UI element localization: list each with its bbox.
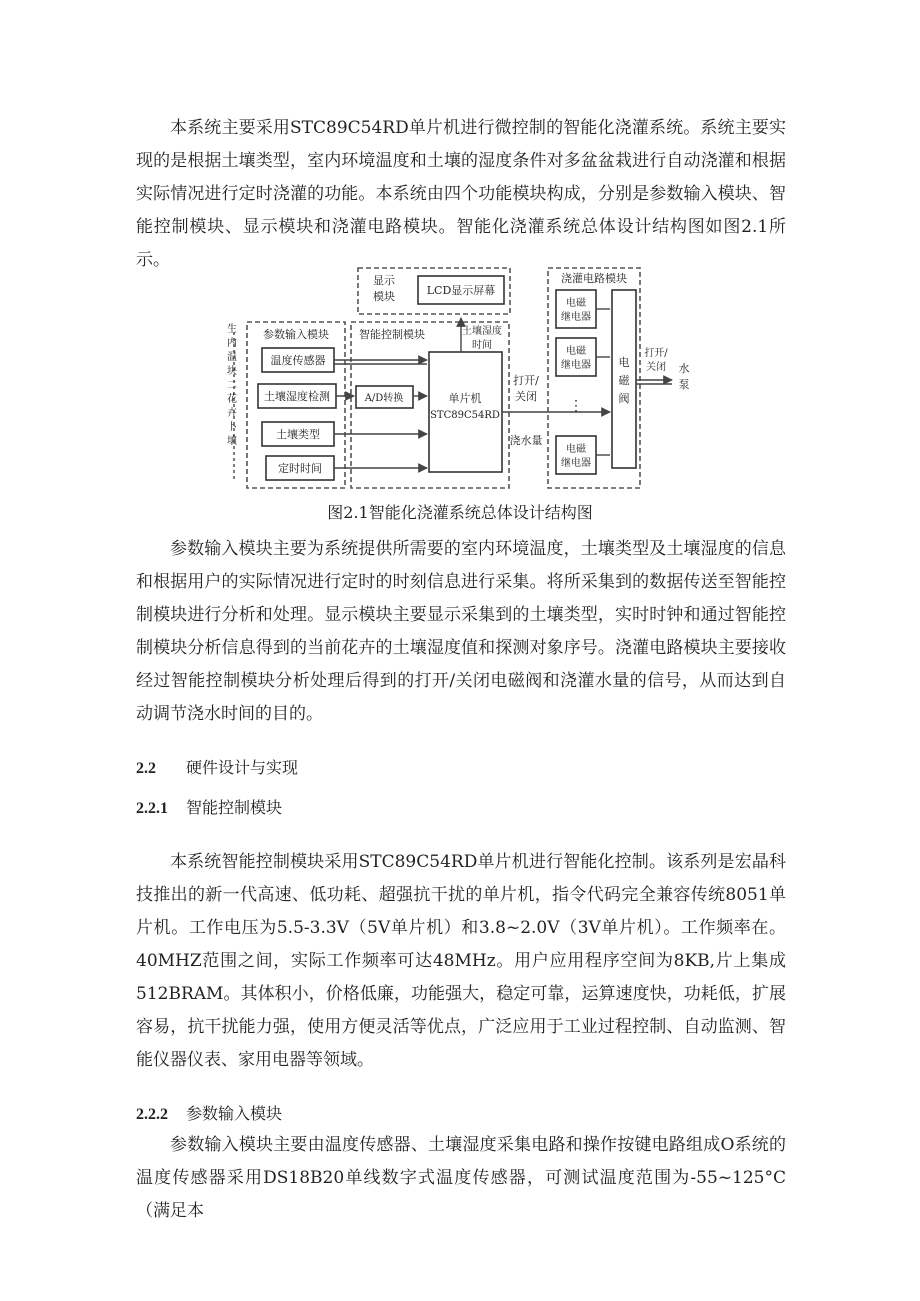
- open-close-label-1: 打开/: [513, 374, 539, 387]
- display-module-title-2: 模块: [373, 290, 395, 303]
- svg-text:块: 块: [227, 366, 237, 377]
- relay-ellipsis: ⋮: [569, 398, 583, 414]
- svg-text:二: 二: [227, 380, 237, 391]
- figure-caption: 图2.1智能化浇灌系统总体设计结构图: [327, 503, 593, 522]
- valve-label-2: 磁: [618, 374, 630, 387]
- svg-text:生: 生: [227, 324, 237, 335]
- section-title: 硬件设计与实现: [186, 758, 299, 777]
- out-open-close-1: 打开/: [644, 348, 668, 359]
- section-number: 2.2.1: [136, 800, 168, 817]
- valve-label-1: 电: [618, 356, 630, 369]
- mcu-label-1: 单片机: [448, 392, 482, 405]
- timer-label: 定时时间: [278, 462, 322, 475]
- svg-text:壤: 壤: [227, 436, 237, 447]
- up-label-1: 土壤湿度: [462, 326, 502, 337]
- system-structure-diagram: [0, 262, 920, 512]
- svg-text:卉: 卉: [227, 408, 237, 419]
- relay-1-label-a: 电磁: [566, 298, 586, 309]
- relay-2-label-a: 电磁: [566, 346, 586, 357]
- svg-text:花: 花: [227, 394, 237, 405]
- relay-n-label-a: 电磁: [566, 444, 586, 455]
- valve-label-3: 阀: [618, 392, 630, 405]
- param-input-paragraph: 参数输入模块主要由温度传感器、土壤湿度采集电路和操作按键电路组成O系统的温度传感器采用DS18B20单线数字式温度传感器，可测试温度范围为-55~125°C（满足本: [136, 1135, 786, 1221]
- svg-text:卜: 卜: [227, 422, 237, 433]
- soil-humidity-label: 土壤湿度检测: [264, 390, 330, 403]
- section-number: 2.2: [136, 760, 156, 777]
- adc-label: A/D转换: [364, 393, 404, 404]
- section-heading-2-2: [136, 755, 298, 778]
- relay-1-label-b: 继电器: [561, 312, 591, 323]
- svg-text:温: 温: [227, 352, 237, 363]
- section-title: 智能控制模块: [186, 798, 283, 817]
- out-open-close-2: 关闭: [646, 362, 666, 373]
- mcu-label-2: STC89C54RD: [430, 410, 500, 421]
- section-heading-2-2-1: [136, 795, 282, 818]
- relay-2-label-b: 继电器: [561, 360, 591, 371]
- soil-type-label: 土壤类型: [276, 428, 320, 441]
- svg-text:内: 内: [227, 338, 237, 349]
- open-close-label-2: 关闭: [515, 390, 537, 403]
- intro-paragraph: 本系统主要采用STC89C54RD单片机进行微控制的智能化浇灌系统。系统主要实现的是根据土壤类型，室内环境温度和土壤的湿度条件对多盆盆栽进行自动浇灌和根据实际情况进行定时浇灌的功能。本系统由四个功能模块构成，分别是参数输入模块、智能控制模块、显示模块和浇灌电路模块。智能化浇灌系统总体设计结构图如图2.1所示。: [136, 118, 786, 270]
- pump-label-1: 水: [678, 362, 690, 375]
- side-label: [227, 322, 237, 447]
- pump-label-2: 泵: [678, 378, 690, 391]
- input-module-paragraph: 参数输入模块主要为系统提供所需要的室内环境温度，土壤类型及土壤湿度的信息和根据用户的实际情况进行定时的时刻信息进行采集。将所采集到的数据传送至智能控制模块进行分析和处理。显示模块主要显示采集到的土壤类型，实时时钟和通过智能控制模块分析信息得到的当前花卉的土壤湿度值和探测对象序号。浇灌电路模块主要接收经过智能控制模块分析处理后得到的打开/关闭电磁阀和浇灌水量的信号，从而达到自动调节浇水时间的目的。: [136, 539, 786, 724]
- irrigation-module-title: 浇灌电路模块: [561, 272, 627, 285]
- relay-n-label-b: 继电器: [561, 458, 591, 469]
- control-module-paragraph: 本系统智能控制模块采用STC89C54RD单片机进行智能化控制。该系列是宏晶科技推出的新一代高速、低功耗、超强抗干扰的单片机，指令代码完全兼容传统8051单片机。工作电压为5.5-3.3V（5V单片机）和3.8~2.0V（3V单片机）。工作频率在。40MHZ范围之间，实际工作频率可达48MHz。用户应用程序空间为8KB,片上集成512BRAM。其体积小，价格低廉，功能强大，稳定可靠，运算速度快，功耗低，扩展容易，抗干扰能力强，使用方便灵活等优点，广泛应用于工业过程控制、自动监测、智能仪器仪表、家用电器等领域。: [136, 852, 786, 1070]
- water-amount-label: 浇水量: [509, 434, 543, 447]
- temp-sensor-label: 温度传感器: [270, 354, 326, 367]
- control-module-title: 智能控制模块: [359, 328, 425, 341]
- lcd-label: LCD显示屏幕: [426, 284, 496, 297]
- input-module-title: 参数输入模块: [263, 328, 329, 341]
- up-label-2: 时间: [472, 340, 492, 351]
- display-module-title-1: 显示: [373, 274, 395, 287]
- section-title: 参数输入模块: [186, 1104, 283, 1123]
- section-number: 2.2.2: [136, 1106, 168, 1123]
- section-heading-2-2-2: [136, 1101, 282, 1124]
